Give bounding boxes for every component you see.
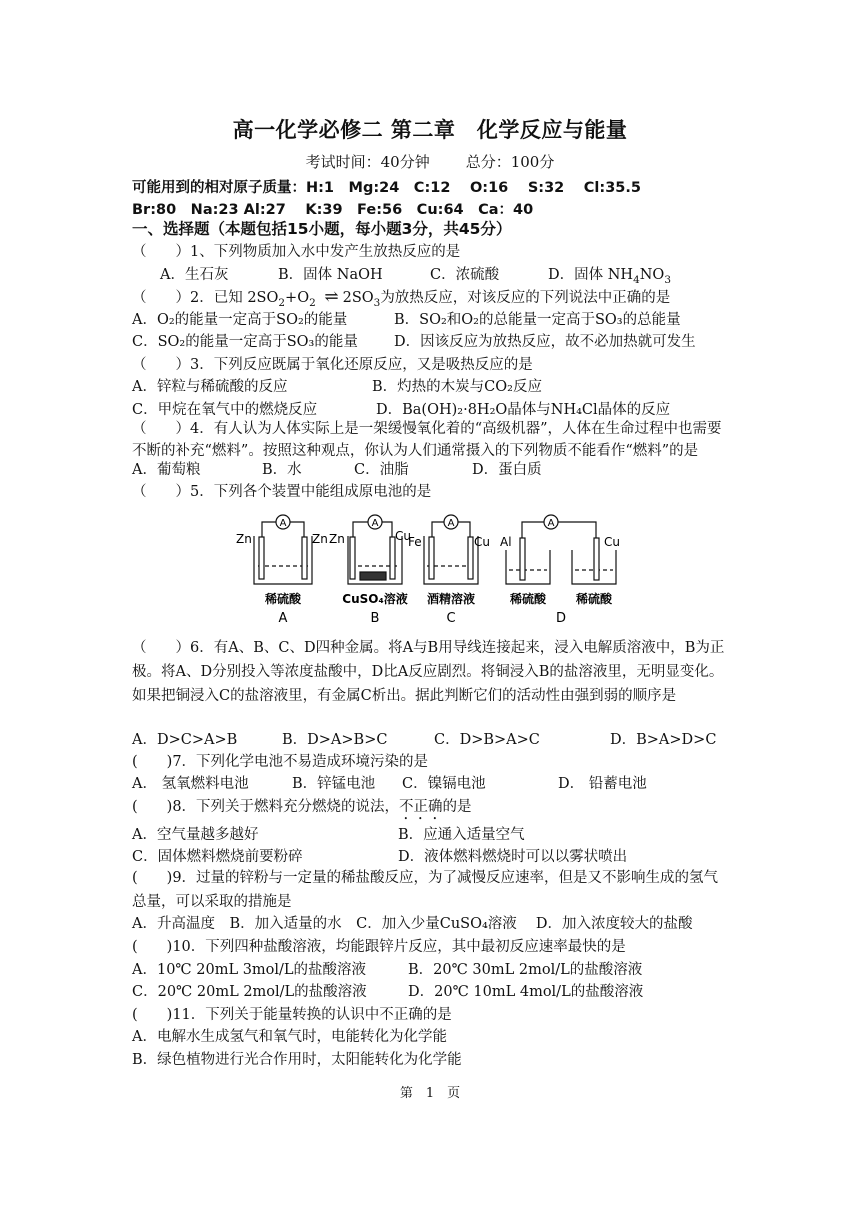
q10-option-c: C．20℃ 20mL 2mol/L的盐酸溶液	[132, 984, 367, 1000]
q11-stem: ( )11．下列关于能量转换的认识中不正确的是	[132, 1007, 452, 1023]
q1-stem: （ ）1、下列物质加入水中发产生放热反应的是	[132, 244, 461, 260]
exam-score: 总分：100分	[465, 153, 555, 171]
q10-options-ab	[132, 960, 642, 980]
emphasis-not-correct: 不正确	[399, 799, 443, 815]
atomic-masses-line1: 可能用到的相对原子质量：H:1 Mg:24 C:12 O:16 S:32 Cl:35.5	[132, 180, 641, 196]
q7-option-c: C．镍镉电池	[402, 776, 486, 792]
cell-a-left-electrode: Zn	[236, 532, 252, 546]
exam-meta	[0, 151, 860, 172]
q7-options	[132, 774, 647, 794]
cell-b-meter-symbol: A	[371, 518, 379, 529]
q10-options-cd	[132, 982, 643, 1002]
q2-options-cd	[132, 332, 696, 352]
cell-d-letter: D	[555, 611, 567, 626]
q10-stem: ( )10．下列四种盐酸溶液，均能跟锌片反应，其中最初反应速率最快的是	[132, 939, 626, 955]
q6-option-d: D．B>A>D>C	[610, 732, 717, 748]
q3-option-a: A．锌粒与稀硫酸的反应	[132, 379, 288, 395]
cell-a-solution: 稀硫酸	[264, 592, 302, 606]
cell-c-right-electrode: Cu	[474, 535, 490, 549]
q9-stem: ( )9．过量的锌粉与一定量的稀盐酸反应，为了减慢反应速率，但是又不影响生成的氢气总量，可以采取的措施是	[132, 870, 719, 910]
cell-b-left-electrode: Zn	[329, 532, 345, 546]
q2-option-d: D．因该反应为放热反应，故不必加热就可发生	[394, 334, 696, 350]
cell-c-solution: 酒精溶液	[426, 592, 476, 606]
q8-options-ab	[132, 825, 525, 845]
q2-option-a: A．O₂的能量一定高于SO₂的能量	[132, 312, 348, 328]
q3-option-c: C．甲烷在氧气中的燃烧反应	[132, 402, 318, 418]
cell-d-right-electrode: Cu	[604, 535, 620, 549]
q3-options-cd	[132, 400, 670, 420]
q6-option-b: B．D>A>B>C	[282, 732, 388, 748]
cell-b-right-electrode: Cu	[395, 529, 411, 543]
cell-d	[506, 515, 616, 584]
q6-option-c: C．D>B>A>C	[434, 732, 540, 748]
q4-option-a: A．葡萄粮	[132, 462, 201, 478]
cell-b-solution: CuSO₄溶液	[342, 592, 408, 606]
cell-d-solution-left: 稀硫酸	[509, 592, 547, 606]
q1-option-a: A．生石灰	[160, 267, 229, 283]
cell-c-letter: C	[446, 611, 456, 626]
cell-c-left-electrode: Fe	[408, 535, 422, 549]
q1-option-d: D．固体 $NH_4NO_3$	[548, 267, 671, 286]
atomic-masses-line2: Br:80 Na:23 Al:27 K:39 Fe:56 Cu:64 Ca：40	[132, 202, 534, 218]
q10-option-d: D．20℃ 10mL 4mol/L的盐酸溶液	[408, 984, 644, 1000]
q7-option-a: A． 氢氧燃料电池	[132, 776, 249, 792]
q11-option-b: B．绿色植物进行光合作用时，太阳能转化为化学能	[132, 1052, 462, 1068]
q7-stem: ( )7．下列化学电池不易造成环境污染的是	[132, 754, 429, 770]
section1-title: 一、选择题（本题包括15小题，每小题3分，共45分）	[132, 220, 512, 238]
cell-a-meter-symbol: A	[279, 518, 287, 529]
q2-option-c: C．SO₂的能量一定高于SO₃的能量	[132, 334, 358, 350]
q10-option-a: A．10℃ 20mL 3mol/L的盐酸溶液	[132, 962, 367, 978]
galvanic-cell-diagram	[232, 512, 628, 628]
q7-option-d: D． 铅蓄电池	[558, 776, 647, 792]
cell-c-meter-symbol: A	[447, 518, 455, 529]
equilibrium-arrow-icon: ⇌	[324, 287, 339, 307]
q11-option-a: A．电解水生成氢气和氧气时，电能转化为化学能	[132, 1029, 447, 1045]
page-title: 高一化学必修二 第二章 化学反应与能量	[232, 118, 628, 142]
exam-time: 考试时间：40分钟	[305, 153, 430, 171]
q10-option-b: B．20℃ 30mL 2mol/L的盐酸溶液	[408, 962, 643, 978]
q2-stem: （ ）2．已知 $2SO_2+O_2$ ⇌ $2SO_3$为放热反应，对该反应的下列说法中正确的是	[132, 287, 671, 309]
q8-options-cd	[132, 847, 627, 867]
q8-option-b: B．应通入适量空气	[398, 827, 525, 843]
q4-option-c: C．油脂	[354, 462, 409, 478]
q6-option-a: A．D>C>A>B	[132, 732, 238, 748]
q4-option-b: B．水	[262, 462, 302, 478]
cell-d-left-electrode: Al	[500, 535, 512, 549]
q4-options	[132, 460, 542, 480]
q4-option-d: D．蛋白质	[472, 462, 542, 478]
q9-options: A．升高温度 B．加入适量的水 C．加入少量CuSO₄溶液 D．加入浓度较大的盐酸	[132, 916, 693, 932]
q8-option-c: C．固体燃料燃烧前要粉碎	[132, 849, 303, 865]
cell-b-letter: B	[370, 611, 380, 626]
q4-stem: （ ）4．有人认为人体实际上是一架缓慢氧化着的“高级机器”，人体在生命过程中也需要不断的补充“燃料”。按照这种观点，你认为人们通常摄入的下列物质不能看作“燃料”的是	[132, 421, 722, 459]
cell-d-meter-symbol: A	[547, 518, 555, 529]
q6-options	[132, 730, 716, 750]
q1-option-b: B．固体 NaOH	[278, 267, 383, 283]
cell-a-right-electrode: Zn	[312, 532, 328, 546]
q2-option-b: B．SO₂和O₂的总能量一定高于SO₃的总能量	[394, 312, 681, 328]
q3-option-b: B．灼热的木炭与CO₂反应	[372, 379, 542, 395]
q3-stem: （ ）3．下列反应既属于氧化还原反应，又是吸热反应的是	[132, 357, 533, 373]
q8-stem: ( )8．下列关于燃料充分燃烧的说法，不正确的是	[132, 799, 472, 815]
q6-stem: （ ）6．有A、B、C、D四种金属。将A与B用导线连接起来，浸入电解质溶液中，B为正极。将A、D分别投入等浓度盐酸中，D比A反应剧烈。将铜浸入B的盐溶液里，无明显变化。如果把铜浸入C的盐溶液里，有金属C析出。据此判断它们的活动性由强到弱的顺序是	[132, 640, 725, 704]
q2-options-ab	[132, 310, 681, 330]
q3-option-d: D．Ba(OH)₂·8H₂O晶体与NH₄Cl晶体的反应	[376, 402, 671, 418]
q8-option-d: D．液体燃料燃烧时可以以雾状喷出	[398, 849, 628, 865]
q8-option-a: A．空气量越多越好	[132, 827, 259, 843]
page-footer: 第 1 页	[399, 1086, 461, 1101]
q3-options-ab	[132, 377, 542, 397]
cell-a-letter: A	[278, 611, 288, 626]
q5-stem: （ ）5．下列各个装置中能组成原电池的是	[132, 484, 432, 500]
cell-d-solution-right: 稀硫酸	[575, 592, 613, 606]
q1-option-c: C．浓硫酸	[430, 267, 500, 283]
q7-option-b: B．锌锰电池	[292, 776, 376, 792]
